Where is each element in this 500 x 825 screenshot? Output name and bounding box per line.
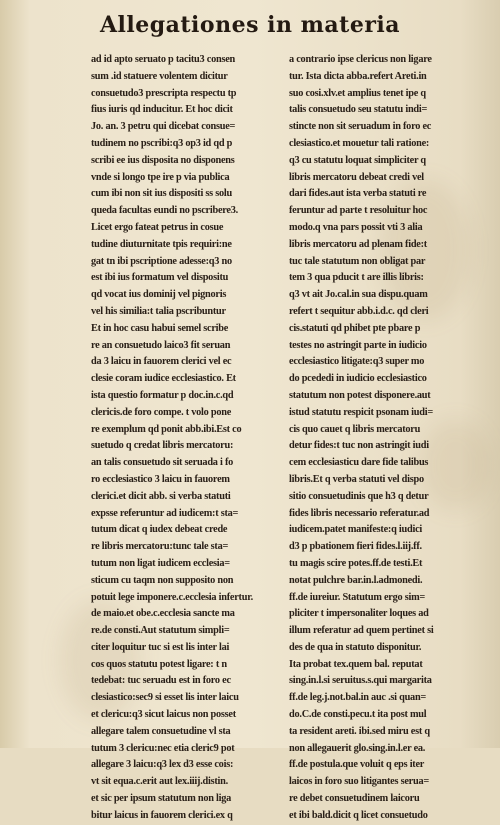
text-line: dari fides.aut ista verba statuti re: [289, 188, 427, 200]
text-line: do.C.de consti.pecu.t ita post mul: [289, 709, 427, 721]
text-line: cis.statuti qd phibet pte pbare p: [289, 322, 421, 334]
text-line: Et in hoc casu habui semel scribe: [91, 322, 229, 334]
text-line: an talis consuetudo sit seruada i fo: [91, 457, 234, 469]
text-line: feruntur ad parte t resoluitur hoc: [289, 205, 428, 217]
text-line: statutum non potest disponere.aut: [289, 389, 431, 401]
text-line: potuit lege imponere.c.ecclesia infertur.: [91, 591, 253, 603]
text-line: libris.Et q verba statuti vel dispo: [289, 473, 424, 485]
text-line: tutum dicat q iudex debeat crede: [91, 524, 228, 536]
text-line: queda facultas eundi no pscribere3.: [91, 205, 238, 217]
text-line: cos quos statutu potest ligare: t n: [91, 658, 227, 670]
text-line: tem 3 qua pducit t are illis libris:: [289, 272, 424, 284]
text-line: tudinem no pscribi:q3 op3 id qd p: [91, 137, 233, 149]
right-text-column: [289, 52, 489, 825]
text-line: gat tn ibi pscriptione adesse:q3 no: [91, 255, 232, 267]
text-line: da 3 laicu in fauorem clerici vel ec: [91, 356, 232, 368]
text-line: laicos in foro suo litigantes serua=: [289, 776, 429, 788]
text-line: tudine diuturnitate tpis requiri:ne: [91, 238, 232, 250]
text-line: talis consuetudo seu statutu indi=: [289, 104, 428, 116]
text-line: vt sit equa.c.erit aut lex.iiij.distin.: [91, 776, 228, 788]
text-line: libris mercatoru debeat credi vel: [289, 171, 424, 183]
text-line: suetudo q credat libris mercatoru:: [91, 440, 234, 452]
text-line: ff.de iureiur. Statutum ergo sim=: [289, 591, 426, 603]
text-line: re an consuetudo laico3 fit seruan: [91, 339, 231, 351]
text-line: est ibi ius formatum vel dispositu: [91, 272, 229, 284]
text-line: clesiastico:sec9 si esset lis inter laicu: [91, 692, 239, 704]
text-line: consuetudo3 prescripta respectu tp: [91, 87, 237, 99]
text-line: notat pulchre bar.in.l.admonedi.: [289, 574, 423, 586]
text-line: ro ecclesiastico 3 laicu in fauorem: [91, 473, 230, 485]
text-line: tur. Ista dicta abba.refert Areti.in: [289, 70, 427, 82]
text-line: de maio.et obe.c.ecclesia sancte ma: [91, 608, 235, 620]
text-line: bitur laicus in fauorem clerici.ex q: [91, 809, 233, 821]
text-line: libris mercatoru ad plenam fide:t: [289, 238, 427, 250]
text-line: et ibi bald.dicit q licet consuetudo: [289, 809, 428, 821]
text-line: allegare 3 laicu:q3 lex d3 esse cois:: [91, 759, 234, 771]
text-line: allegare talem consuetudine vl sta: [91, 725, 231, 737]
text-line: clerici.et dicit abb. si verba statuti: [91, 490, 231, 502]
text-line: tu magis scire potes.ff.de testi.Et: [289, 557, 423, 569]
left-text-column: [91, 52, 281, 825]
text-line: ff.de postula.que voluit q eps iter: [289, 759, 425, 771]
text-line: cum ibi non sit ius dispositi ss solu: [91, 188, 232, 200]
text-line: fius iuris qd inducitur. Et hoc dicit: [91, 104, 233, 116]
text-line: iudicem.patet manifeste:q iudici: [289, 524, 422, 536]
text-line: sitio consuetudinis que h3 q detur: [289, 490, 429, 502]
text-line: re debet consuetudinem laicoru: [289, 793, 420, 805]
text-line: vel his similia:t talia pscribuntur: [91, 305, 226, 317]
text-line: a contrario ipse clericus non ligare: [289, 54, 432, 65]
text-line: et clericu:q3 sicut laicus non posset: [91, 709, 236, 721]
text-line: citer loquitur tuc si est lis inter lai: [91, 641, 230, 653]
text-line: tedebat: tuc seruadu est in foro ec: [91, 675, 231, 687]
text-line: cis quo cauet q libris mercatoru: [289, 423, 421, 435]
text-line: testes no astringit parte in iudicio: [289, 339, 427, 351]
text-line: sum .id statuere volentem dicitur: [91, 70, 228, 82]
text-line: sticum cu taqm non supposito non: [91, 574, 234, 586]
text-line: refert t sequitur abb.i.d.c. qd cleri: [289, 305, 429, 317]
text-line: Jo. an. 3 petru qui dicebat consue=: [91, 121, 236, 133]
text-line: clesiastico.et mouetur tali ratione:: [289, 137, 430, 149]
text-line: detur fides:t tuc non astringit iudi: [289, 440, 429, 452]
text-line: ff.de leg.j.not.bal.in auc .si quan=: [289, 692, 427, 704]
text-line: pliciter t impersonaliter loques ad: [289, 608, 429, 620]
text-line: tuc tale statutum non obligat par: [289, 255, 426, 267]
text-line: re exemplum qd ponit abb.ibi.Est co: [91, 423, 242, 435]
text-line: fides libris necessario referatur.ad: [289, 507, 430, 519]
text-line: Ita probat tex.quem bal. reputat: [289, 658, 423, 670]
text-line: scribi ee ius disposita no disponens: [91, 154, 235, 166]
text-line: qd vocat ius dominij vel pignoris: [91, 289, 227, 301]
text-line: q3 cu statutu loquat simpliciter q: [289, 154, 426, 166]
text-line: ad id apto seruato p tacitu3 consen: [91, 54, 235, 65]
text-line: et sic per ipsum statutum non liga: [91, 793, 232, 805]
text-line: Licet ergo fateat petrus in cosue: [91, 221, 224, 233]
text-line: vnde si longo tpe ire p via publica: [91, 171, 230, 183]
text-line: illum referatur ad quem pertinet si: [289, 625, 434, 637]
text-line: ecclesiastico litigate:q3 super mo: [289, 356, 425, 368]
text-line: tutum 3 clericu:nec etia cleric9 pot: [91, 742, 235, 754]
text-line: tutum non ligat iudicem ecclesia=: [91, 557, 230, 569]
text-line: modo.q vna pars possit vti 3 alia: [289, 221, 423, 233]
text-line: q3 vt ait Jo.cal.in sua dispu.quam: [289, 289, 428, 301]
text-line: cem ecclesiasticu dare fide talibus: [289, 457, 429, 469]
text-line: re.de consti.Aut statutum simpli=: [91, 625, 230, 637]
text-line: sing.in.l.si seruitus.s.qui margarita: [289, 675, 432, 687]
text-line: ta resident areti. ibi.sed miru est q: [289, 725, 430, 737]
text-line: clericis.de foro compe. t volo pone: [91, 406, 232, 418]
text-line: suo cosi.xlv.et amplius tenet ipe q: [289, 87, 426, 99]
text-line: expsse referuntur ad iudicem:t sta=: [91, 507, 239, 519]
text-line: des de qua in statuto disponitur.: [289, 641, 422, 653]
text-line: stincte non sit seruadum in foro ec: [289, 121, 432, 133]
text-line: do pcededi in iudicio ecclesiastico: [289, 373, 427, 385]
running-header: Allegationes in materia: [99, 12, 401, 38]
text-line: clesie coram iudice ecclesiastico. Et: [91, 373, 236, 385]
text-line: ista questio formatur p doc.in.c.qd: [91, 389, 234, 401]
text-line: re libris mercatoru:tunc tale sta=: [91, 541, 229, 553]
text-line: istud statutu respicit psonam iudi=: [289, 406, 433, 418]
text-line: d3 p pbationem fieri fides.l.iij.ff.: [289, 541, 422, 553]
text-line: non allegauerit glo.sing.in.l.er ea.: [289, 742, 426, 754]
